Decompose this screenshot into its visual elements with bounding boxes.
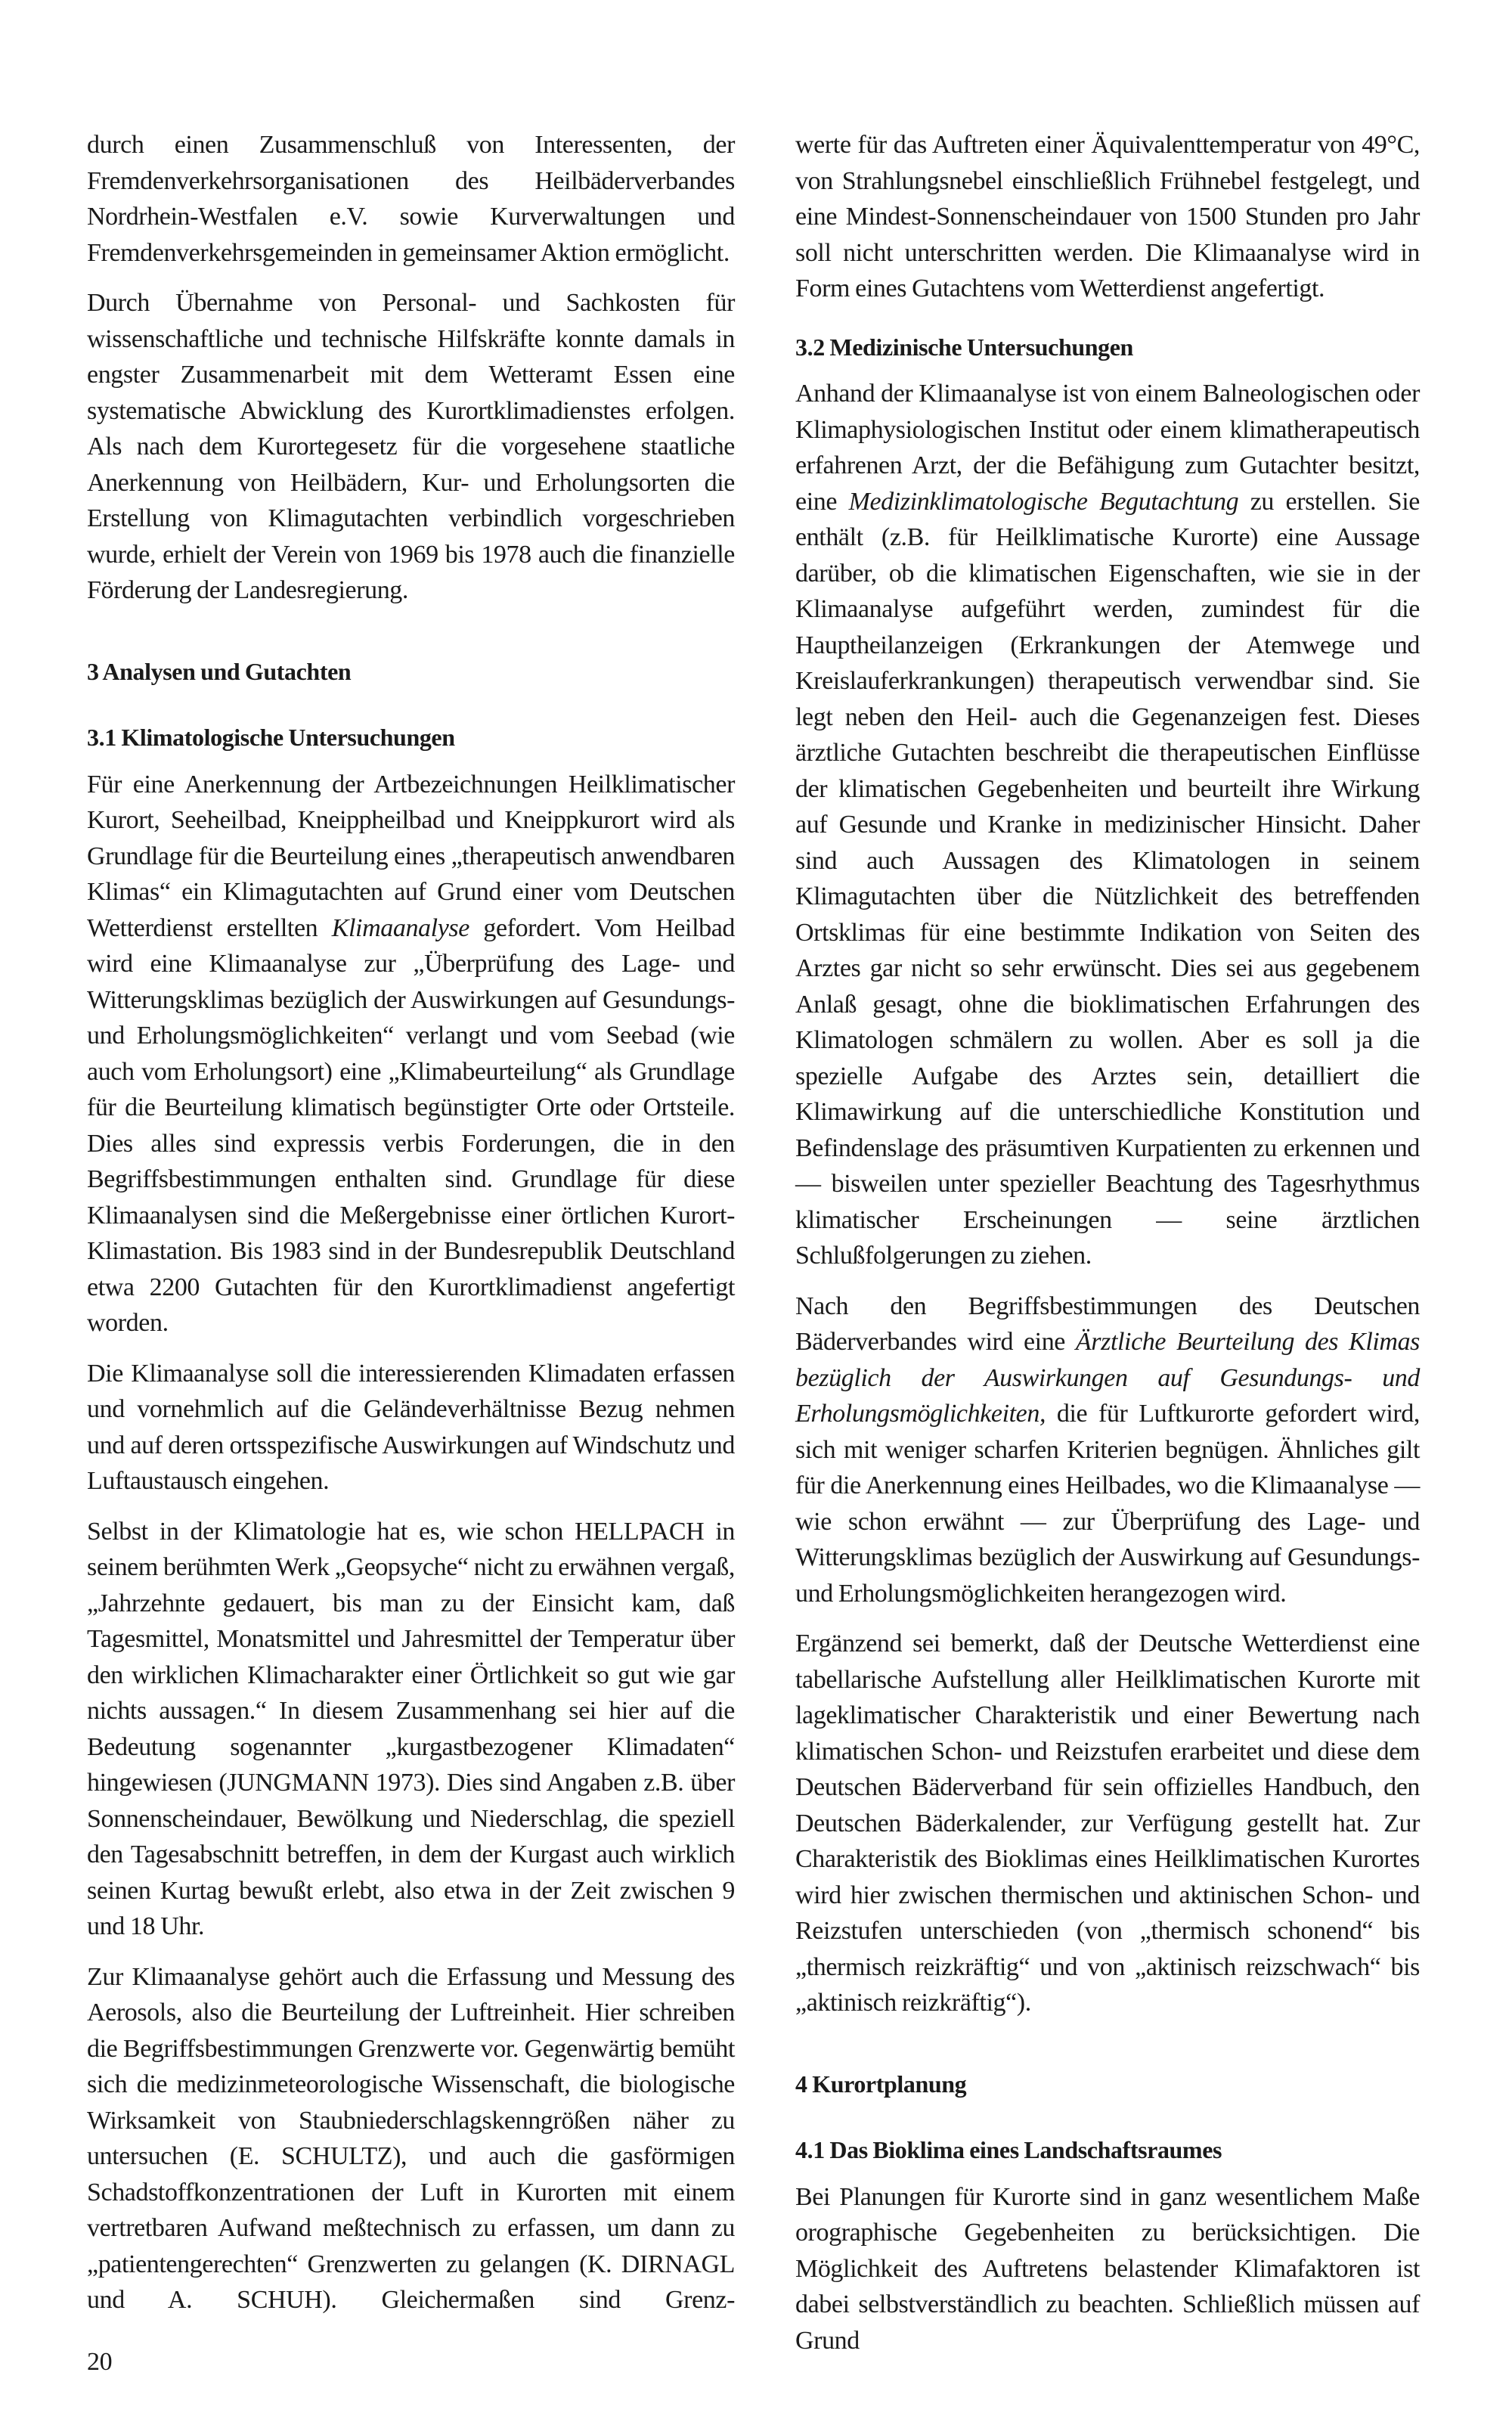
paragraph (795, 2179, 1420, 2359)
text-run: 4.1 Das Bioklima eines Landschaftsraumes (795, 2136, 1222, 2163)
paragraph (795, 1626, 1420, 2021)
text-run: Nach den Begriffsbestimmungen des Deutschen Bäderverbandes wird eine (795, 1292, 1420, 1356)
paragraph (795, 376, 1420, 1274)
text-run: Anhand der Klimaanalyse ist von einem Balneologischen oder Klimaphysiologischen Institut oder einem klimatherapeutisch erfahrenen Arzt, der die Befähigung zum Gutachter besitzt, eine (795, 380, 1420, 516)
text-run: zu erstellen. Sie enthält (z.B. für Heilklimatische Kurorte) eine Aussage darüber, ob die klimatischen Eigenschaften, wie sie in der Klimaanalyse aufgeführt werden, zumindest für die Hauptheilanzeigen (Erkrankungen der Atemwege und Kreislauferkrankungen) therapeutisch verwendbar sind. Sie legt neben den Heil- auch die Gegenanzeigen fest. Dieses ärztliche Gutachten beschreibt die therapeutischen Einflüsse der klimatischen Gegebenheiten und beurteilt ihre Wirkung auf Gesunde und Kranke in medizinischer Hinsicht. Daher sind auch Aussagen des Klimatologen in seinem Klimagutachten über die Nützlichkeit des betreffenden Ortsklimas für eine bestimmte Indikation von Seiten des Arztes gar nicht so sehr erwünscht. Dies sei aus gegebenem Anlaß gesagt, ohne die bioklimatischen Erfahrungen des Klimatologen schmälern zu wollen. Aber es soll ja die spezielle Aufgabe des Arztes sein, detailliert die Klimawirkung auf die unterschiedliche Konstitution und Befindenslage des präsumtiven Kurpatienten zu erkennen und — bisweilen unter spezieller Beachtung des Tagesrhythmus klimatischer Erscheinungen — seine ärztlichen Schlußfolgerungen zu ziehen. (795, 487, 1420, 1270)
text-run: 3.2 Medizinische Untersuchungen (795, 333, 1133, 361)
section-heading (87, 720, 735, 756)
text-run: die für Luftkurorte gefordert wird, sich mit weniger scharfen Kriterien begnügen. Ähnliches gilt für die Anerkennung eines Heilbades, wo die Klimaanalyse — wie schon erwähnt — zur Überprüfung des Lage- und Witterungsklimas bezüglich der Auswirkung auf Gesundungs- und Erholungsmöglichkeiten herangezogen wird. (795, 1400, 1420, 1608)
text-run: 4 Kurortplanung (795, 2070, 967, 2098)
paragraph (87, 1356, 735, 1499)
italic-term: Ärztliche Beurteilung des Klimas bezüglich der Auswirkungen auf Gesundungs- und Erholungsmöglichkeiten, (795, 1328, 1420, 1428)
left-column (87, 127, 735, 2380)
page-number: 20 (87, 2347, 113, 2376)
text-run: Die Klimaanalyse soll die interessierenden Klimadaten erfassen und vornehmlich auf die Geländeverhältnisse Bezug nehmen und auf deren ortsspezifische Auswirkungen auf Windschutz und Luftaustausch eingehen. (87, 1359, 735, 1495)
text-run: Ergänzend sei bemerkt, daß der Deutsche Wetterdienst eine tabellarische Aufstellung aller Heilklimatischen Kurorte mit lageklimatischer Charakteristik und einer Bewertung nach klimatischen Schon- und Reizstufen erarbeitet und diese dem Deutschen Bäderverband für sein offizielles Handbuch, den Deutschen Bäderkalender, zur Verfügung gestellt hat. Zur Charakteristik des Bioklimas eines Heilklimatischen Kurortes wird hier zwischen thermischen und aktinischen Schon- und Reizstufen unterschieden (von „thermisch schonend“ bis „thermisch reizkräftig“ und von „aktinisch reizschwach“ bis „aktinisch reizkräftig“). (795, 1630, 1420, 2017)
text-run: gefordert. Vom Heilbad wird eine Klimaanalyse zur „Überprüfung des Lage- und Witterungsklimas bezüglich der Auswirkungen auf Gesundungs- und Erholungsmöglichkeiten“ verlangt und vom Seebad (wie auch vom Erholungsort) eine „Klimabeurteilung“ als Grundlage für die Beurteilung klimatisch begünstigter Orte oder Ortsteile. Dies alles sind expressis verbis Forderungen, die in den Begriffsbestimmungen enthalten sind. Grundlage für diese Klimaanalysen sind die Meßergebnisse einer örtlichen Kurort-Klimastation. Bis 1983 sind in der Bundesrepublik Deutschland etwa 2200 Gutachten für den Kurortklimadienst angefertigt worden. (87, 913, 736, 1337)
text-run: 3.1 Klimatologische Untersuchungen (87, 724, 455, 751)
text-run: Durch Übernahme von Personal- und Sachkosten für wissenschaftliche und technische Hilfskräfte konnte damals in engster Zusammenarbeit mit dem Wetteramt Essen eine systematische Abwicklung des Kurortklimadienstes erfolgen. Als nach dem Kurortegesetz für die vorgesehene staatliche Anerkennung von Heilbädern, Kur- und Erholungsorten die Erstellung von Klimagutachten verbindlich vorgeschrieben wurde, erhielt der Verein von 1969 bis 1978 auch die finanzielle Förderung der Landesregierung. (87, 289, 735, 604)
paragraph (795, 1288, 1420, 1612)
italic-term: Medizinklimatologische Begutachtung (848, 487, 1239, 516)
text-run: Selbst in der Klimatologie hat es, wie schon HELLPACH in seinem berühmten Werk „Geopsyche“ nicht zu erwähnen vergaß, „Jahrzehnte gedauert, bis man zu der Einsicht kam, daß Tagesmittel, Monatsmittel und Jahresmittel der Temperatur über den wirklichen Klimacharakter einer Örtlichkeit so gut wie gar nichts aussagen.“ In diesem Zusammenhang sei hier auf die Bedeutung sogenannter „kurgastbezogener Klimadaten“ hingewiesen (JUNGMANN 1973). Dies sind Angaben z.B. über Sonnenscheindauer, Bewölkung und Niederschlag, die speziell den Tagesabschnitt betreffen, in dem der Kurgast auch wirklich seinen Kurtag bewußt erlebt, also etwa in der Zeit zwischen 9 und 18 Uhr. (87, 1517, 735, 1940)
section-heading (795, 330, 1420, 366)
text-run: Bei Planungen für Kurorte sind in ganz wesentlichem Maße orographische Gegebenheiten zu berücksichtigen. Die Möglichkeit des Auftretens belastender Klimafaktoren ist dabei selbstverständlich zu beachten. Schließlich müssen auf Grund (795, 2182, 1420, 2355)
text-run: Zur Klimaanalyse gehört auch die Erfassung und Messung des Aerosols, also die Beurteilung der Luftreinheit. Hier schreiben die Begriffsbestimmungen Grenzwerte vor. Gegenwärtig bemüht sich die medizinmeteorologische Wissenschaft, die biologische Wirksamkeit von Staubniederschlagskenngrößen näher zu untersuchen (E. SCHULTZ), und auch die gasförmigen Schadstoffkonzentrationen der Luft in Kurorten mit einem vertretbaren Aufwand meßtechnisch zu erfassen, um dann zu „patientengerechten“ Grenzwerten zu gelangen (K. DIRNAGL und A. SCHUH). Gleichermaßen sind Grenz- (87, 1962, 735, 2314)
paragraph (795, 127, 1420, 307)
section-heading (795, 2132, 1420, 2169)
paragraph (87, 127, 735, 271)
right-column (795, 127, 1420, 2373)
paragraph (87, 285, 735, 609)
italic-term: Klimaanalyse (331, 913, 469, 942)
paragraph (87, 1514, 735, 1945)
text-run: werte für das Auftreten einer Äquivalenttemperatur von 49°C, von Strahlungsnebel einschließlich Frühnebel festgelegt, und eine Mindest-Sonnenscheindauer von 1500 Stunden pro Jahr soll nicht unterschritten werden. Die Klimaanalyse wird in Form eines Gutachtens vom Wetterdienst angefertigt. (795, 131, 1420, 302)
paragraph (87, 1959, 735, 2318)
section-heading (795, 2067, 1420, 2103)
text-run: Für eine Anerkennung der Artbezeichnungen Heilklimatischer Kurort, Seeheilbad, Kneippheilbad und Kneippkurort wird als Grundlage für die Beurteilung eines „therapeutisch anwendbaren Klimas“ ein Klimagutachten auf Grund einer vom Deutschen Wetterdienst erstellten (87, 770, 735, 942)
section-heading (87, 654, 735, 690)
paragraph (87, 767, 735, 1341)
text-run: 3 Analysen und Gutachten (87, 657, 352, 685)
text-run: durch einen Zusammenschluß von Interessenten, der Fremdenverkehrsorganisationen des Heilbäderverbandes Nordrhein-Westfalen e.V. sowie Kurverwaltungen und Fremdenverkehrsgemeinden in gemeinsamer Aktion ermöglicht. (87, 131, 735, 267)
